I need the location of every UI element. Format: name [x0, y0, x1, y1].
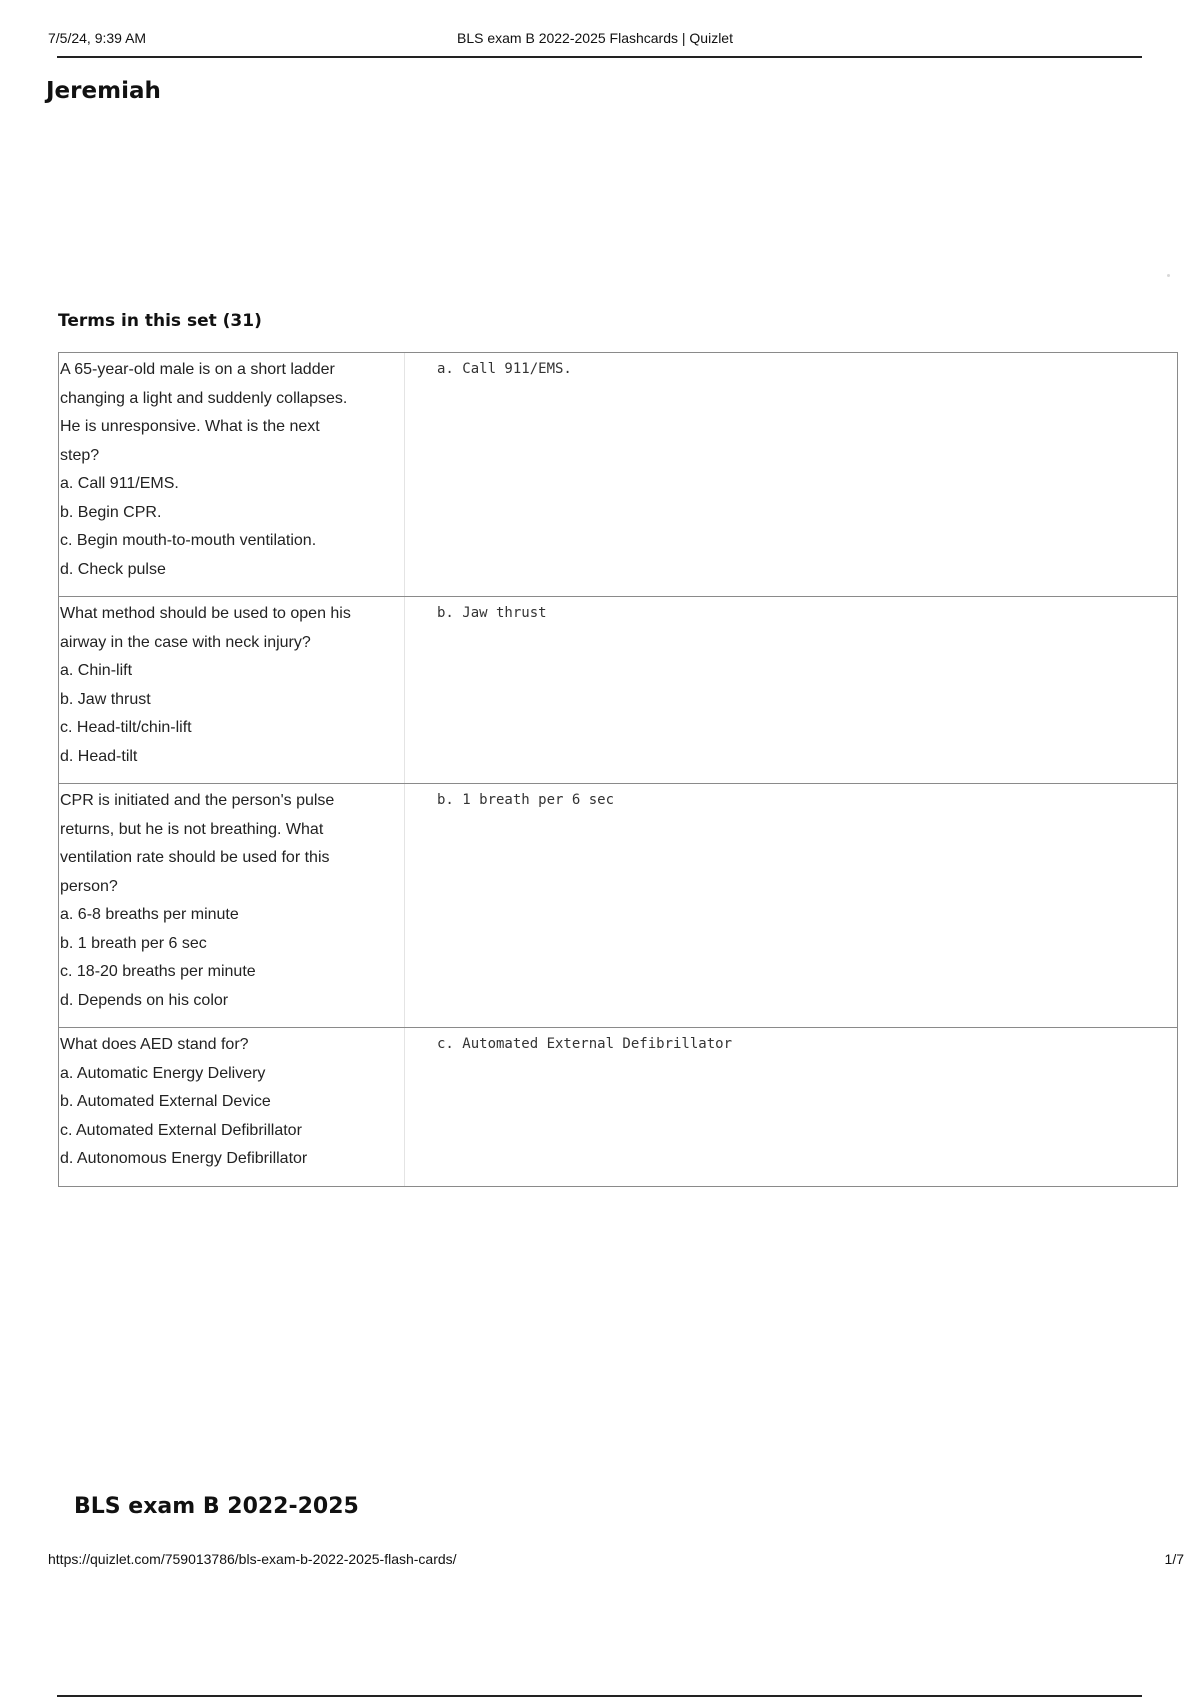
- question-line: What method should be used to open his: [60, 605, 351, 622]
- question-line: A 65-year-old male is on a short ladder: [60, 361, 335, 378]
- term-row: [59, 1028, 1177, 1186]
- question-line: returns, but he is not breathing. What: [60, 820, 324, 838]
- question-line: a. 6-8 breaths per minute: [60, 906, 239, 923]
- question-line: c. Head-tilt/chin-lift: [60, 719, 192, 736]
- question-line: a. Chin-lift: [60, 662, 133, 679]
- question-line: He is unresponsive. What is the next: [60, 418, 320, 435]
- terms-heading: Terms in this set (31): [58, 311, 262, 331]
- question-line: b. Begin CPR.: [60, 503, 162, 521]
- term-answer: b. 1 breath per 6 sec: [437, 792, 615, 808]
- term-answer: a. Call 911/EMS.: [437, 361, 572, 377]
- set-title: BLS exam B 2022-2025: [74, 1494, 359, 1519]
- term-row: [59, 784, 1177, 1028]
- question-line: person?: [60, 877, 118, 895]
- question-line: d. Depends on his color: [60, 991, 229, 1009]
- term-row: [59, 597, 1177, 784]
- question-line: b. Jaw thrust: [60, 690, 151, 708]
- question-line: ventilation rate should be used for this: [60, 849, 330, 866]
- question-line: airway in the case with neck injury?: [60, 633, 311, 651]
- question-line: step?: [60, 446, 100, 464]
- term-question: [59, 597, 405, 783]
- question-line: d. Autonomous Energy Defibrillator: [60, 1150, 308, 1167]
- question-line: a. Call 911/EMS.: [60, 475, 179, 492]
- question-line: What does AED stand for?: [60, 1036, 249, 1053]
- term-question: [59, 784, 405, 1027]
- page-url: https://quizlet.com/759013786/bls-exam-b-2022-2025-flash-cards/: [48, 1551, 457, 1567]
- term-question: [59, 1028, 405, 1186]
- question-line: changing a light and suddenly collapses.: [60, 389, 348, 407]
- question-line: c. Automated External Defibrillator: [60, 1121, 302, 1139]
- question-line: c. Begin mouth-to-mouth ventilation.: [60, 532, 317, 549]
- header-divider: [57, 56, 1142, 58]
- print-header: [48, 30, 1142, 50]
- term-question: [59, 353, 405, 596]
- question-line: d. Check pulse: [60, 560, 166, 578]
- stray-dot: [1167, 274, 1170, 277]
- term-answer: c. Automated External Defibrillator: [437, 1036, 733, 1052]
- question-line: b. Automated External Device: [60, 1093, 271, 1110]
- question-line: b. 1 breath per 6 sec: [60, 934, 207, 952]
- author-name: Jeremiah: [46, 78, 161, 104]
- print-page-title: BLS exam B 2022-2025 Flashcards | Quizlet: [456, 30, 733, 46]
- question-line: a. Automatic Energy Delivery: [60, 1064, 266, 1082]
- question-line: CPR is initiated and the person's pulse: [60, 792, 335, 809]
- bottom-divider: [57, 1695, 1142, 1697]
- term-row: [59, 353, 1177, 597]
- question-line: c. 18-20 breaths per minute: [60, 963, 256, 980]
- page-number: 1/7: [1164, 1551, 1184, 1567]
- print-datetime: 7/5/24, 9:39 AM: [48, 30, 147, 46]
- question-line: d. Head-tilt: [60, 747, 138, 765]
- term-answer: b. Jaw thrust: [437, 605, 547, 621]
- terms-table: [58, 352, 1178, 1187]
